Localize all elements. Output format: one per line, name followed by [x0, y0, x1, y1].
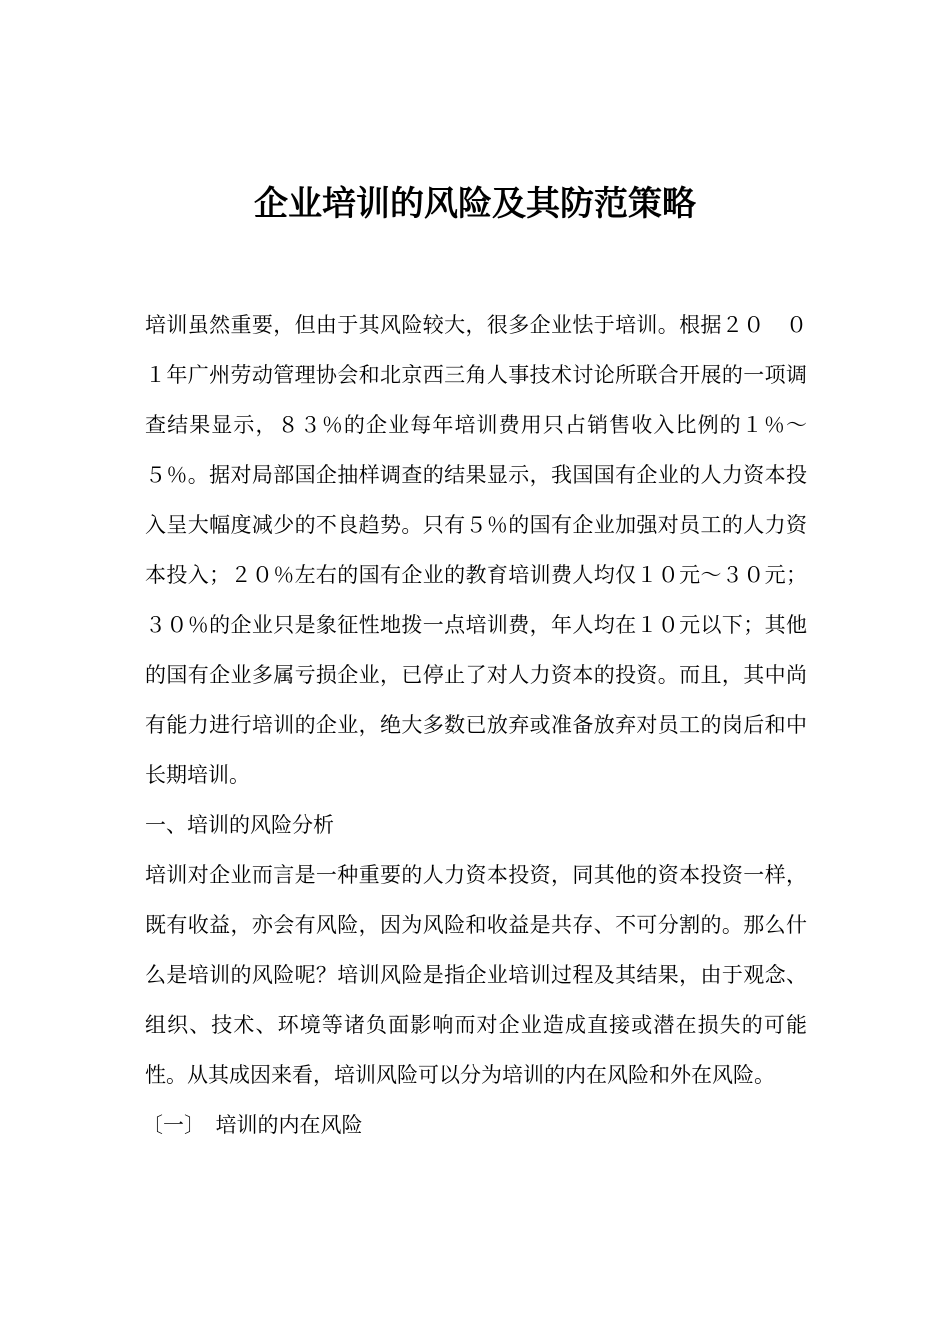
- paragraph-intro: 培训虽然重要，但由于其风险较大，很多企业怯于培训。根据２０ ０１年广州劳动管理协会和北京西三角人事技术讨论所联合开展的一项调查结果显示，８３％的企业每年培训费用只占销售收入比例的１％～５％。据对局部国企抽样调查的结果显示，我国国有企业的人力资本投入呈大幅度减少的不良趋势。只有５％的国有企业加强对员工的人力资本投入；２０％左右的国有企业的教育培训费人均仅１０元～３０元；３０％的企业只是象征性地拨一点培训费，年人均在１０元以下；其他的国有企业多属亏损企业，已停止了对人力资本的投资。而且，其中尚有能力进行培训的企业，绝大多数已放弃或准备放弃对员工的岗后和中长期培训。: [145, 313, 807, 787]
- section-heading-risk-analysis: 一、培训的风险分析: [145, 813, 334, 837]
- subsection-heading-internal-risk: 〔一〕 培训的内在风险: [142, 1113, 363, 1137]
- paragraph-risk-definition: 培训对企业而言是一种重要的人力资本投资，同其他的资本投资一样，既有收益，亦会有风险，因为风险和收益是共存、不可分割的。那么什么是培训的风险呢？培训风险是指企业培训过程及其结果，由于观念、组织、技术、环境等诸负面影响而对企业造成直接或潜在损失的可能性。从其成因来看，培训风险可以分为培训的内在风险和外在风险。: [145, 863, 807, 1087]
- document-title: 企业培训的风险及其防范策略: [254, 184, 696, 224]
- document-body: [142, 300, 807, 1150]
